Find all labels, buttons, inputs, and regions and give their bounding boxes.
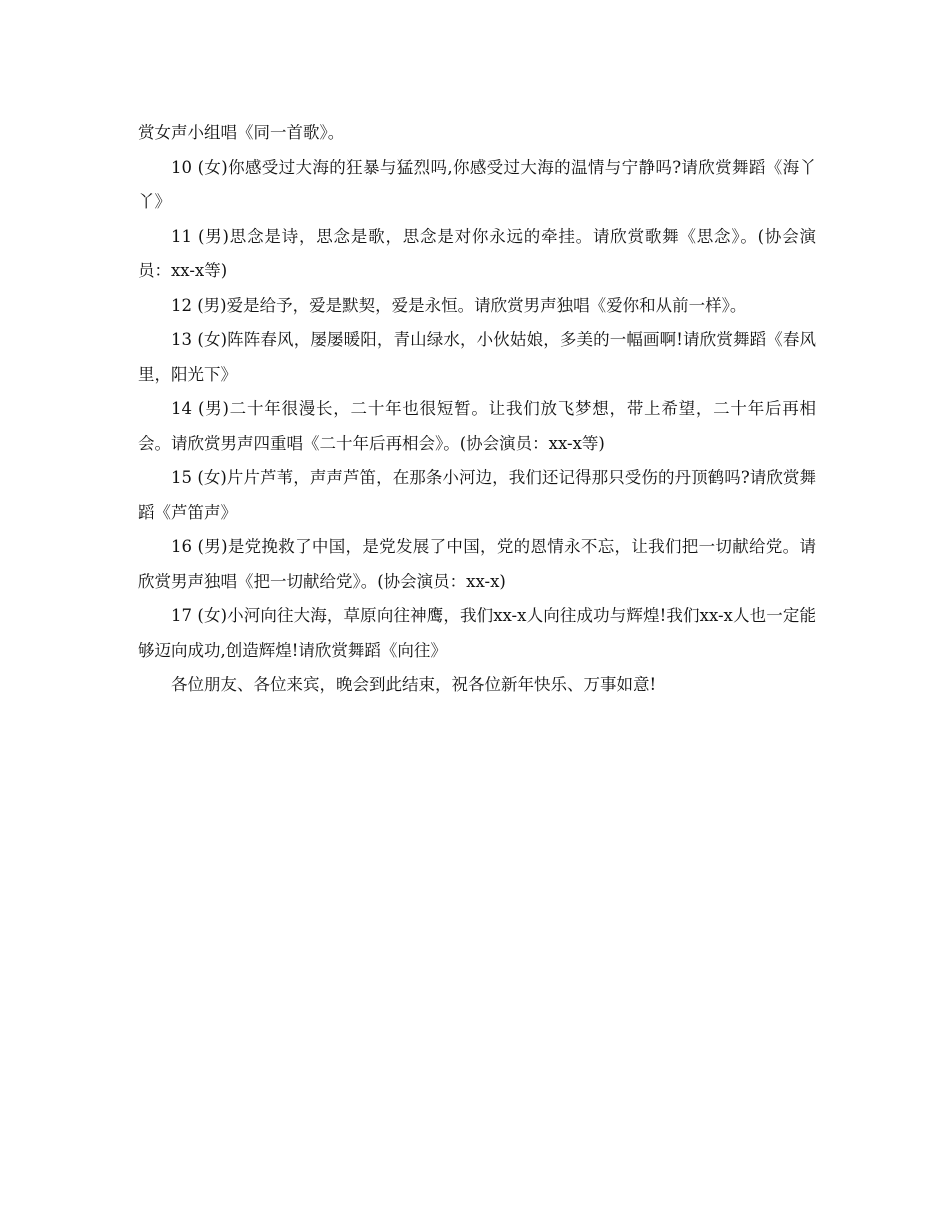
paragraph-closing: 各位朋友、各位来宾，晚会到此结束，祝各位新年快乐、万事如意! [171, 675, 657, 694]
paragraph-item-14: 14 (男)二十年很漫长，二十年也很短暂。让我们放飞梦想，带上希望，二十年后再相会。请欣赏男声四重唱《二十年后再相会》。(协会演员：xx-x等) [138, 399, 816, 453]
paragraph-item-16: 16 (男)是党挽救了中国，是党发展了中国，党的恩情永不忘，让我们把一切献给党。请欣赏男声独唱《把一切献给党》。(协会演员：xx-x) [138, 537, 816, 591]
paragraph-item-11: 11 (男)思念是诗，思念是歌，思念是对你永远的牵挂。请欣赏歌舞《思念》。(协会演员：xx-x等) [138, 226, 816, 280]
paragraph-item-13: 13 (女)阵阵春风，屡屡暖阳，青山绿水，小伙姑娘，多美的一幅画啊!请欣赏舞蹈《春风里，阳光下》 [138, 330, 816, 384]
paragraph-item-17: 17 (女)小河向往大海，草原向往神鹰，我们xx-x人向往成功与辉煌!我们xx-x人也一定能够迈向成功,创造辉煌!请欣赏舞蹈《向往》 [138, 606, 816, 660]
paragraph-continuation: 赏女声小组唱《同一首歌》。 [138, 123, 345, 142]
paragraph-item-15: 15 (女)片片芦苇，声声芦笛，在那条小河边，我们还记得那只受伤的丹顶鹤吗?请欣赏舞蹈《芦笛声》 [138, 468, 816, 522]
paragraph-item-10: 10 (女)你感受过大海的狂暴与猛烈吗,你感受过大海的温情与宁静吗?请欣赏舞蹈《海丫丫》 [138, 157, 816, 211]
document-body [138, 116, 816, 703]
paragraph-item-12: 12 (男)爱是给予，爱是默契，爱是永恒。请欣赏男声独唱《爱你和从前一样》。 [171, 295, 747, 315]
